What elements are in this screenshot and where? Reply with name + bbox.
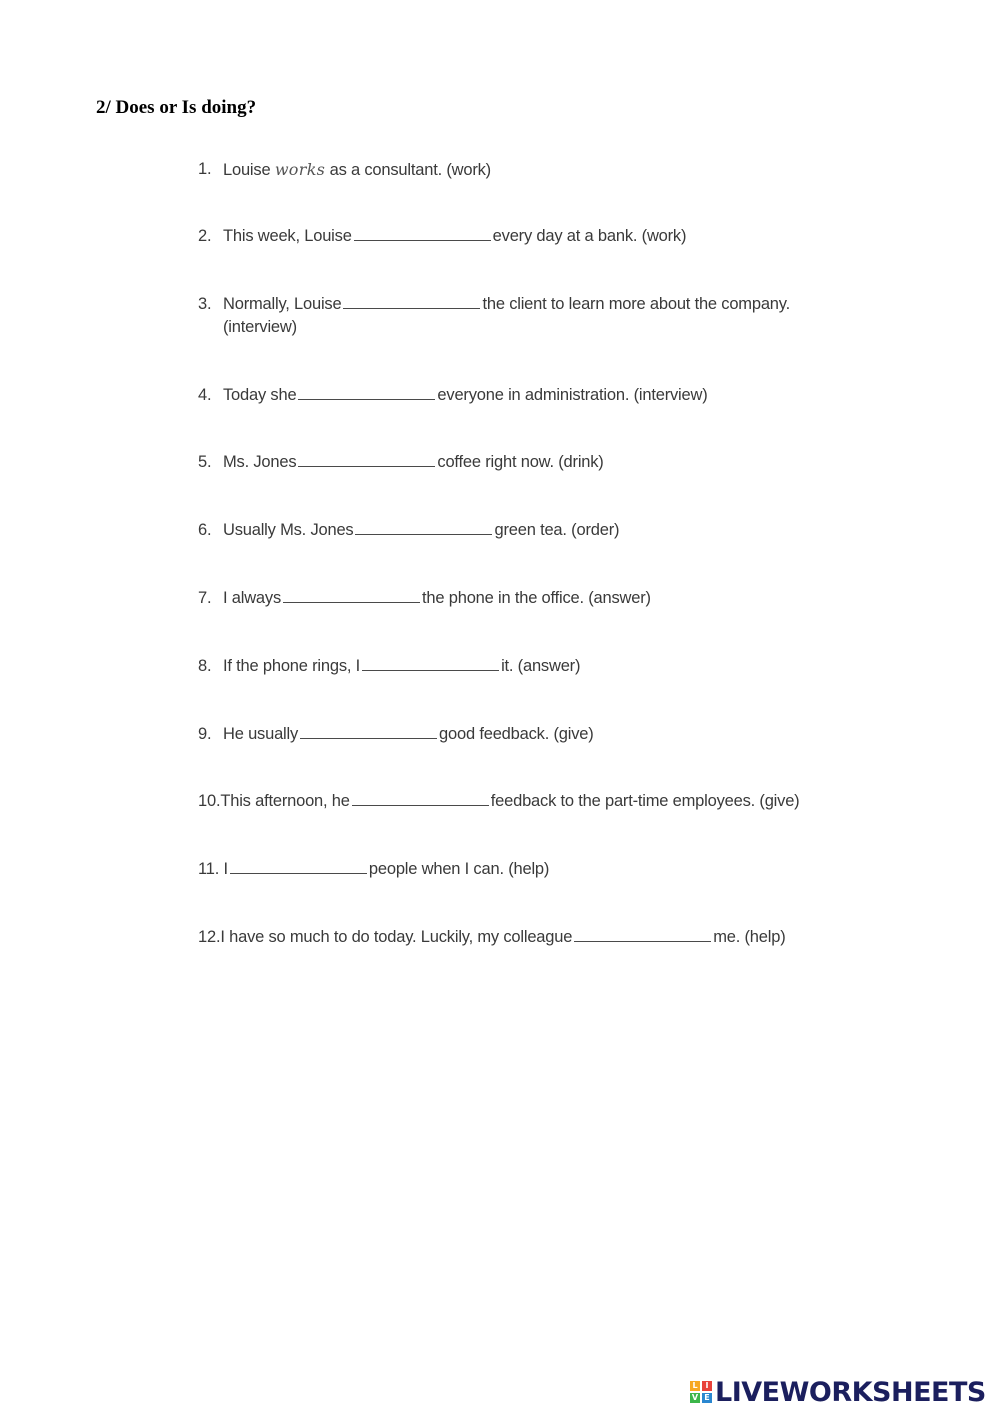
item-number: 9. [198,725,212,743]
answer-blank[interactable] [354,225,491,241]
answer-blank[interactable] [300,723,437,739]
item-number: 2. [198,227,212,245]
item-sentence [223,519,619,542]
answer-blank[interactable] [362,655,499,671]
logo-mark-tile: I [702,1381,712,1391]
item-number: 5. [198,453,212,471]
item-text-before: I always [223,589,282,607]
answer-blank[interactable] [230,858,367,874]
item-text-after: me. (help) [713,928,786,946]
item-text-after: feedback to the part-time employees. (give) [490,792,800,810]
item-sentence [223,225,686,248]
item-sentence [220,792,799,810]
item-text-before: Normally, Louise [223,295,342,313]
exercise-item-10 [198,790,818,813]
answer-blank[interactable] [298,384,435,400]
item-sentence [223,293,790,316]
item-sentence [224,860,550,878]
item-text-after: everyone in administration. (interview) [437,386,708,404]
item-sentence [223,655,580,678]
item-sentence [223,723,594,746]
section-title: 2/ Does or Is doing? [96,97,257,118]
item-text-before: I have so much to do today. Luckily, my colleague [220,928,573,946]
exercise-item-11 [198,858,818,881]
example-answer: works [274,160,326,179]
item-sentence [223,451,604,474]
item-text-before: He usually [223,725,299,743]
item-text-before: Usually Ms. Jones [223,521,354,539]
item-sentence [220,928,785,946]
item-number: 1. [198,160,212,178]
item-text-before: Ms. Jones [223,453,297,471]
item-text-after: the phone in the office. (answer) [422,589,651,607]
exercise-item-12 [198,926,818,949]
item-number: 4. [198,386,212,404]
logo-mark-tile: E [702,1393,712,1403]
item-number: 10. [198,792,221,810]
item-sentence [223,384,708,407]
item-number: 6. [198,521,212,539]
item-text-after: as a consultant. (work) [329,161,491,179]
item-sentence [223,158,491,182]
item-text-before: I [223,860,228,878]
item-text-after: every day at a bank. (work) [492,227,687,245]
item-text-after: good feedback. (give) [439,725,594,743]
item-number: 11. [198,860,220,878]
item-text-after: it. (answer) [501,657,581,675]
item-text-before: This week, Louise [223,227,352,245]
item-text-after: the client to learn more about the company. [482,295,790,313]
answer-blank[interactable] [343,293,480,309]
liveworksheets-logo [690,1375,986,1409]
item-text-before: Today she [223,386,297,404]
item-number: 3. [198,295,212,313]
logo-mark-tile: V [691,1393,699,1402]
answer-blank[interactable] [352,790,489,806]
item-number: 7. [198,589,212,607]
logo-wordmark: LIVEWORKSHEETS [715,1376,986,1408]
answer-blank[interactable] [574,926,711,942]
item-number: 8. [198,657,212,675]
item-sentence [223,587,651,610]
logo-mark-icon [690,1381,712,1403]
item-number: 12. [198,928,221,946]
item-text-after: coffee right now. (drink) [437,453,604,471]
item-text-after: green tea. (order) [494,521,620,539]
answer-blank[interactable] [355,519,492,535]
item-text-before: Louise [223,161,271,179]
item-text-after: people when I can. (help) [368,860,550,878]
answer-blank[interactable] [298,451,435,467]
item-text-before: If the phone rings, I [223,657,361,675]
item-text-line2: (interview) [223,318,297,336]
answer-blank[interactable] [283,587,420,603]
item-text-before: This afternoon, he [220,792,350,810]
logo-mark-tile: L [690,1381,700,1391]
